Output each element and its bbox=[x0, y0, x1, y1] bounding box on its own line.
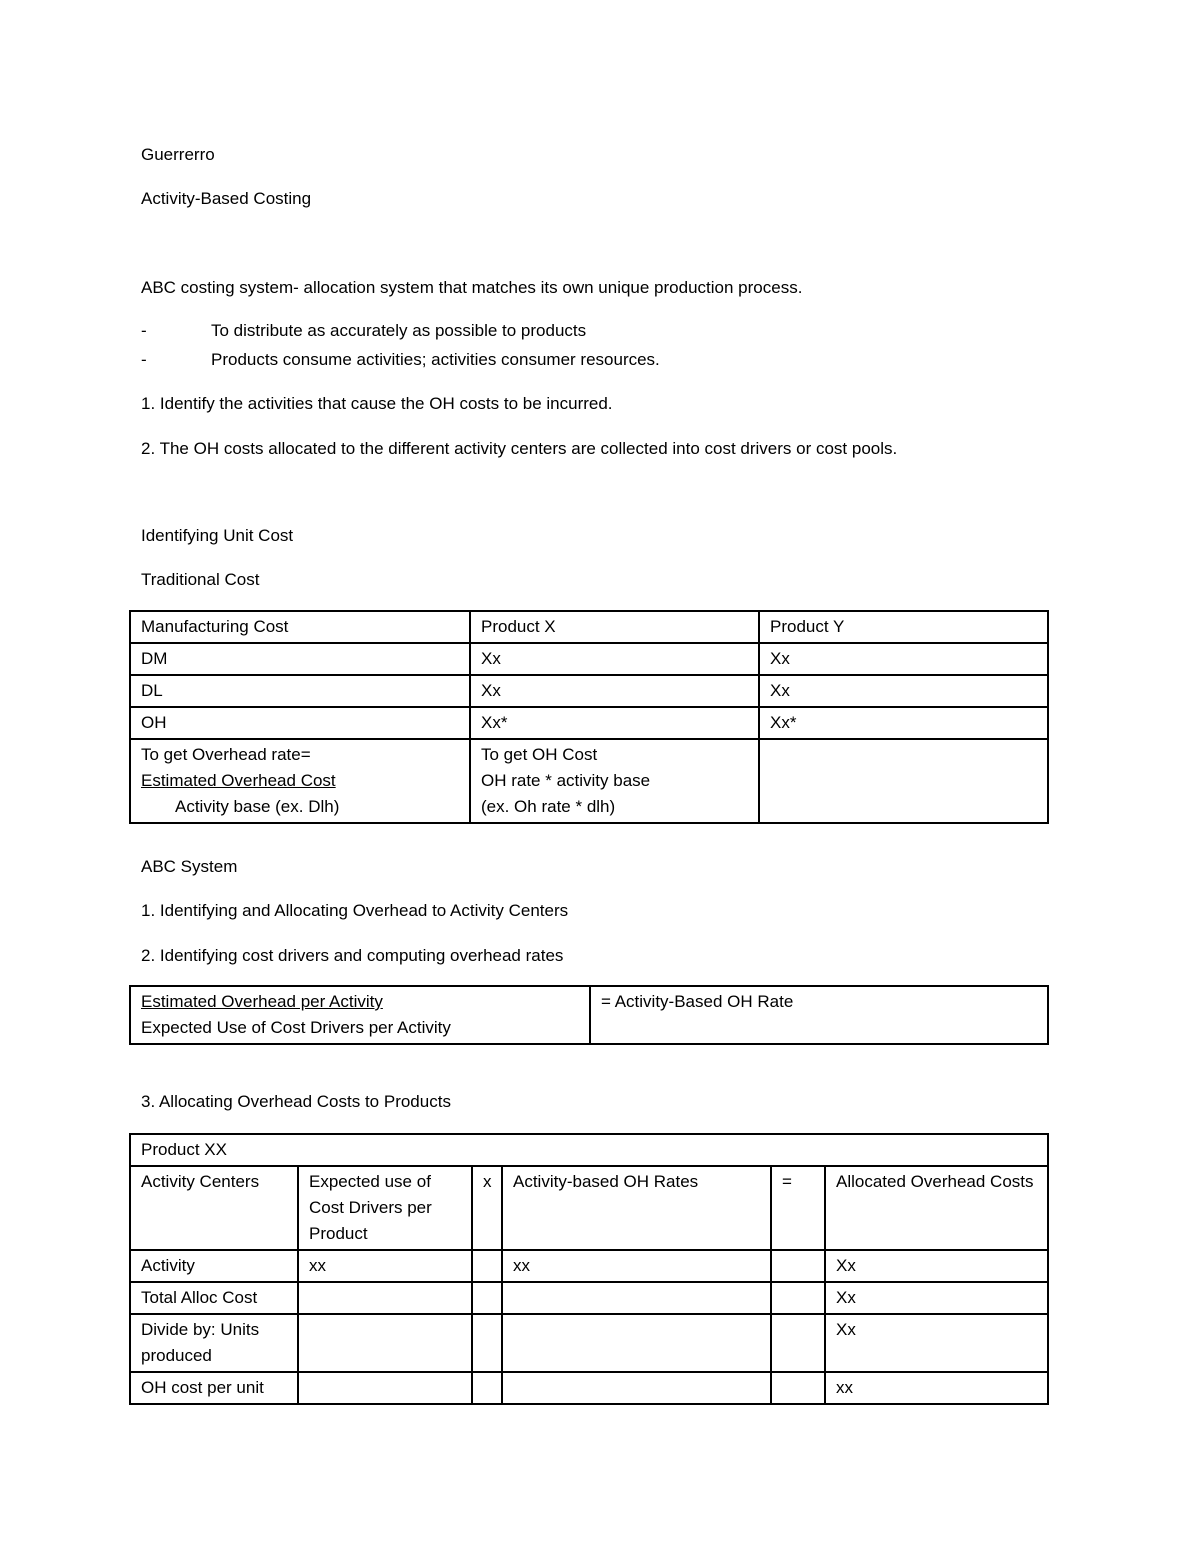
note-line: (ex. Oh rate * dlh) bbox=[481, 797, 616, 816]
table-row bbox=[130, 707, 1048, 739]
table-cell: DL bbox=[130, 675, 470, 707]
step-item: 1. Identifying and Allocating Overhead to Activity Centers bbox=[141, 901, 569, 920]
table-row bbox=[130, 675, 1048, 707]
table-header-row bbox=[130, 1166, 1048, 1250]
table-cell bbox=[771, 1250, 825, 1282]
overhead-rate-note bbox=[130, 739, 470, 823]
step-item: 1. Identify the activities that cause the OH costs to be incurred. bbox=[141, 394, 613, 413]
note-denominator: Activity base (ex. Dlh) bbox=[175, 797, 340, 816]
table-row bbox=[130, 1372, 1048, 1404]
table-cell bbox=[771, 1372, 825, 1404]
table-cell: Xx bbox=[825, 1250, 1048, 1282]
table-cell bbox=[298, 1282, 472, 1314]
table-row bbox=[130, 1314, 1048, 1372]
table-row bbox=[130, 986, 1048, 1044]
allocation-table bbox=[129, 1133, 1049, 1405]
table-row bbox=[130, 643, 1048, 675]
table-cell bbox=[502, 1314, 771, 1372]
bullet-marker: - bbox=[141, 321, 147, 340]
table-cell: Total Alloc Cost bbox=[130, 1282, 298, 1314]
note-line: To get Overhead rate= bbox=[141, 745, 311, 764]
table-row bbox=[130, 739, 1048, 823]
table-header-row bbox=[130, 611, 1048, 643]
table-cell: Xx bbox=[470, 675, 759, 707]
table-cell: Xx bbox=[759, 643, 1048, 675]
table-cell bbox=[472, 1250, 502, 1282]
table-cell bbox=[502, 1372, 771, 1404]
table-cell bbox=[472, 1314, 502, 1372]
table-cell: OH bbox=[130, 707, 470, 739]
table-cell bbox=[472, 1372, 502, 1404]
abc-rate-table bbox=[129, 985, 1049, 1045]
table-cell: xx bbox=[502, 1250, 771, 1282]
table-header-cell: Product Y bbox=[759, 611, 1048, 643]
section-heading: Traditional Cost bbox=[141, 570, 260, 589]
table-header-cell: x bbox=[472, 1166, 502, 1250]
table-caption-row bbox=[130, 1134, 1048, 1166]
table-cell: Xx bbox=[825, 1282, 1048, 1314]
bullet-item bbox=[141, 349, 660, 371]
table-cell: DM bbox=[130, 643, 470, 675]
table-header-cell: Activity-based OH Rates bbox=[502, 1166, 771, 1250]
table-cell: OH cost per unit bbox=[130, 1372, 298, 1404]
table-header-cell: Manufacturing Cost bbox=[130, 611, 470, 643]
step-item: 2. Identifying cost drivers and computing overhead rates bbox=[141, 946, 564, 965]
table-header-cell: Expected use of Cost Drivers per Product bbox=[298, 1166, 472, 1250]
step-item: 2. The OH costs allocated to the different activity centers are collected into cost drivers or cost pools. bbox=[141, 439, 898, 458]
table-cell: Divide by: Units produced bbox=[130, 1314, 298, 1372]
bullet-text: Products consume activities; activities consumer resources. bbox=[211, 350, 660, 369]
traditional-cost-table bbox=[129, 610, 1049, 824]
formula-numerator: Estimated Overhead per Activity bbox=[141, 992, 383, 1011]
table-header-cell: Product X bbox=[470, 611, 759, 643]
document-title: Activity-Based Costing bbox=[141, 189, 312, 208]
table-row bbox=[130, 1282, 1048, 1314]
table-header-cell: Activity Centers bbox=[130, 1166, 298, 1250]
note-line: To get OH Cost bbox=[481, 745, 598, 764]
abc-definition: ABC costing system- allocation system that matches its own unique production process. bbox=[141, 278, 803, 297]
note-line: OH rate * activity base bbox=[481, 771, 651, 790]
formula-denominator: Expected Use of Cost Drivers per Activity bbox=[141, 1018, 451, 1037]
rate-formula-cell bbox=[130, 986, 590, 1044]
table-cell: xx bbox=[825, 1372, 1048, 1404]
oh-cost-note bbox=[470, 739, 759, 823]
table-cell: Xx* bbox=[759, 707, 1048, 739]
section-heading: Identifying Unit Cost bbox=[141, 526, 294, 545]
rate-result-cell: = Activity-Based OH Rate bbox=[590, 986, 1048, 1044]
bullet-text: To distribute as accurately as possible to products bbox=[211, 321, 587, 340]
table-cell: Xx bbox=[470, 643, 759, 675]
table-cell bbox=[472, 1282, 502, 1314]
table-row bbox=[130, 1250, 1048, 1282]
table-cell: Xx bbox=[825, 1314, 1048, 1372]
table-cell: xx bbox=[298, 1250, 472, 1282]
table-cell: Xx* bbox=[470, 707, 759, 739]
table-cell bbox=[298, 1314, 472, 1372]
table-cell: Xx bbox=[759, 675, 1048, 707]
table-header-cell: = bbox=[771, 1166, 825, 1250]
section-heading: ABC System bbox=[141, 857, 238, 876]
table-cell bbox=[298, 1372, 472, 1404]
step-item: 3. Allocating Overhead Costs to Products bbox=[141, 1092, 451, 1111]
table-cell-empty bbox=[759, 739, 1048, 823]
table-cell bbox=[771, 1282, 825, 1314]
table-header-cell: Allocated Overhead Costs bbox=[825, 1166, 1048, 1250]
note-numerator: Estimated Overhead Cost bbox=[141, 771, 336, 790]
table-cell bbox=[502, 1282, 771, 1314]
table-cell: Activity bbox=[130, 1250, 298, 1282]
author-name: Guerrerro bbox=[141, 145, 215, 164]
bullet-marker: - bbox=[141, 350, 147, 369]
table-cell bbox=[771, 1314, 825, 1372]
bullet-item bbox=[141, 320, 586, 342]
table-caption: Product XX bbox=[130, 1134, 1048, 1166]
